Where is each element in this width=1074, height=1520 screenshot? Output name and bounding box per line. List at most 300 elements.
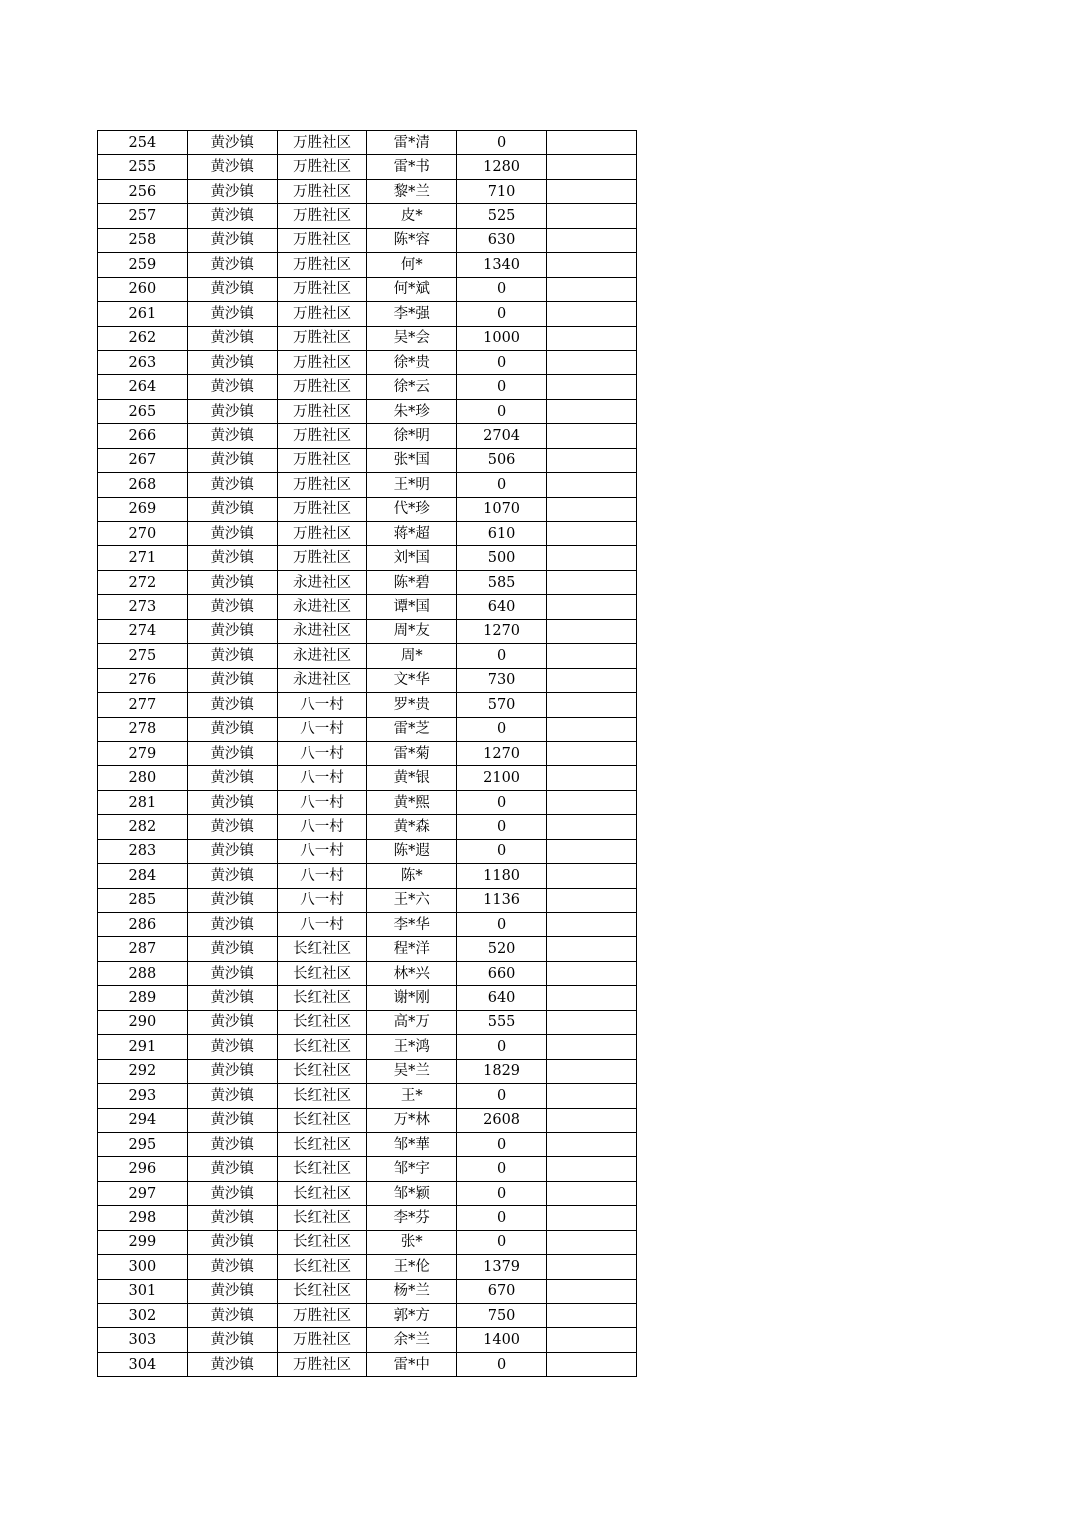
table-row [98, 790, 637, 814]
table-row [98, 277, 637, 301]
town-cell: 黄沙镇 [187, 302, 277, 326]
name-cell: 程*洋 [367, 937, 457, 961]
table-row [98, 1059, 637, 1083]
amount-cell: 660 [457, 961, 547, 985]
table-row [98, 204, 637, 228]
row-number-cell: 261 [98, 302, 188, 326]
row-number-cell: 260 [98, 277, 188, 301]
table-row [98, 497, 637, 521]
table-row [98, 253, 637, 277]
town-cell: 黄沙镇 [187, 546, 277, 570]
row-number-cell: 281 [98, 790, 188, 814]
row-number-cell: 283 [98, 839, 188, 863]
row-number-cell: 289 [98, 986, 188, 1010]
name-cell: 王*明 [367, 473, 457, 497]
row-number-cell: 296 [98, 1157, 188, 1181]
community-cell: 八一村 [277, 839, 367, 863]
amount-cell: 0 [457, 839, 547, 863]
community-cell: 长红社区 [277, 1084, 367, 1108]
town-cell: 黄沙镇 [187, 1035, 277, 1059]
name-cell: 郭*方 [367, 1304, 457, 1328]
amount-cell: 1340 [457, 253, 547, 277]
community-cell: 万胜社区 [277, 375, 367, 399]
community-cell: 长红社区 [277, 1279, 367, 1303]
town-cell: 黄沙镇 [187, 668, 277, 692]
amount-cell: 670 [457, 1279, 547, 1303]
amount-cell: 0 [457, 277, 547, 301]
row-number-cell: 301 [98, 1279, 188, 1303]
community-cell: 万胜社区 [277, 131, 367, 155]
remark-cell [546, 961, 636, 985]
name-cell: 雷*菊 [367, 741, 457, 765]
amount-cell: 0 [457, 717, 547, 741]
row-number-cell: 276 [98, 668, 188, 692]
town-cell: 黄沙镇 [187, 497, 277, 521]
town-cell: 黄沙镇 [187, 815, 277, 839]
town-cell: 黄沙镇 [187, 375, 277, 399]
community-cell: 万胜社区 [277, 522, 367, 546]
row-number-cell: 254 [98, 131, 188, 155]
table-row [98, 350, 637, 374]
community-cell: 万胜社区 [277, 253, 367, 277]
table-row [98, 1206, 637, 1230]
amount-cell: 520 [457, 937, 547, 961]
remark-cell [546, 717, 636, 741]
town-cell: 黄沙镇 [187, 717, 277, 741]
community-cell: 万胜社区 [277, 1352, 367, 1376]
row-number-cell: 264 [98, 375, 188, 399]
name-cell: 王*六 [367, 888, 457, 912]
community-cell: 长红社区 [277, 1181, 367, 1205]
community-cell: 万胜社区 [277, 1304, 367, 1328]
community-cell: 长红社区 [277, 937, 367, 961]
amount-cell: 0 [457, 1157, 547, 1181]
table-row [98, 448, 637, 472]
table-row [98, 1010, 637, 1034]
remark-cell [546, 179, 636, 203]
community-cell: 八一村 [277, 741, 367, 765]
town-cell: 黄沙镇 [187, 741, 277, 765]
remark-cell [546, 204, 636, 228]
town-cell: 黄沙镇 [187, 913, 277, 937]
amount-cell: 0 [457, 131, 547, 155]
community-cell: 八一村 [277, 766, 367, 790]
town-cell: 黄沙镇 [187, 1010, 277, 1034]
row-number-cell: 266 [98, 424, 188, 448]
amount-cell: 640 [457, 595, 547, 619]
data-table [97, 130, 637, 1377]
remark-cell [546, 155, 636, 179]
town-cell: 黄沙镇 [187, 277, 277, 301]
community-cell: 长红社区 [277, 1108, 367, 1132]
name-cell: 雷*清 [367, 131, 457, 155]
name-cell: 雷*书 [367, 155, 457, 179]
community-cell: 万胜社区 [277, 1328, 367, 1352]
row-number-cell: 292 [98, 1059, 188, 1083]
town-cell: 黄沙镇 [187, 766, 277, 790]
community-cell: 八一村 [277, 693, 367, 717]
name-cell: 李*强 [367, 302, 457, 326]
community-cell: 长红社区 [277, 1255, 367, 1279]
remark-cell [546, 131, 636, 155]
town-cell: 黄沙镇 [187, 986, 277, 1010]
name-cell: 朱*珍 [367, 399, 457, 423]
table-row [98, 1279, 637, 1303]
name-cell: 周* [367, 644, 457, 668]
name-cell: 邹*華 [367, 1132, 457, 1156]
name-cell: 邹*颖 [367, 1181, 457, 1205]
community-cell: 长红社区 [277, 1010, 367, 1034]
community-cell: 永进社区 [277, 668, 367, 692]
row-number-cell: 304 [98, 1352, 188, 1376]
row-number-cell: 265 [98, 399, 188, 423]
community-cell: 八一村 [277, 864, 367, 888]
table-row [98, 937, 637, 961]
town-cell: 黄沙镇 [187, 1255, 277, 1279]
name-cell: 余*兰 [367, 1328, 457, 1352]
table-row [98, 741, 637, 765]
community-cell: 万胜社区 [277, 179, 367, 203]
row-number-cell: 255 [98, 155, 188, 179]
town-cell: 黄沙镇 [187, 619, 277, 643]
name-cell: 黎*兰 [367, 179, 457, 203]
remark-cell [546, 375, 636, 399]
amount-cell: 0 [457, 1035, 547, 1059]
community-cell: 万胜社区 [277, 326, 367, 350]
name-cell: 杨*兰 [367, 1279, 457, 1303]
town-cell: 黄沙镇 [187, 864, 277, 888]
amount-cell: 555 [457, 1010, 547, 1034]
town-cell: 黄沙镇 [187, 522, 277, 546]
name-cell: 李*芬 [367, 1206, 457, 1230]
community-cell: 万胜社区 [277, 350, 367, 374]
remark-cell [546, 277, 636, 301]
remark-cell [546, 815, 636, 839]
town-cell: 黄沙镇 [187, 131, 277, 155]
amount-cell: 1000 [457, 326, 547, 350]
amount-cell: 1136 [457, 888, 547, 912]
community-cell: 万胜社区 [277, 473, 367, 497]
name-cell: 王*鸿 [367, 1035, 457, 1059]
row-number-cell: 298 [98, 1206, 188, 1230]
row-number-cell: 269 [98, 497, 188, 521]
amount-cell: 1829 [457, 1059, 547, 1083]
remark-cell [546, 302, 636, 326]
community-cell: 永进社区 [277, 644, 367, 668]
town-cell: 黄沙镇 [187, 1206, 277, 1230]
amount-cell: 0 [457, 913, 547, 937]
town-cell: 黄沙镇 [187, 839, 277, 863]
amount-cell: 2704 [457, 424, 547, 448]
amount-cell: 1400 [457, 1328, 547, 1352]
table-row [98, 1157, 637, 1181]
table-row [98, 1181, 637, 1205]
name-cell: 邹*宇 [367, 1157, 457, 1181]
row-number-cell: 258 [98, 228, 188, 252]
amount-cell: 750 [457, 1304, 547, 1328]
remark-cell [546, 497, 636, 521]
table-row [98, 961, 637, 985]
amount-cell: 1270 [457, 619, 547, 643]
row-number-cell: 287 [98, 937, 188, 961]
amount-cell: 0 [457, 350, 547, 374]
remark-cell [546, 326, 636, 350]
town-cell: 黄沙镇 [187, 1304, 277, 1328]
row-number-cell: 284 [98, 864, 188, 888]
remark-cell [546, 644, 636, 668]
row-number-cell: 280 [98, 766, 188, 790]
community-cell: 万胜社区 [277, 155, 367, 179]
remark-cell [546, 473, 636, 497]
table-row [98, 1304, 637, 1328]
name-cell: 张* [367, 1230, 457, 1254]
row-number-cell: 282 [98, 815, 188, 839]
table-row [98, 644, 637, 668]
amount-cell: 585 [457, 570, 547, 594]
row-number-cell: 263 [98, 350, 188, 374]
remark-cell [546, 595, 636, 619]
amount-cell: 1270 [457, 741, 547, 765]
community-cell: 长红社区 [277, 1059, 367, 1083]
remark-cell [546, 522, 636, 546]
community-cell: 万胜社区 [277, 424, 367, 448]
amount-cell: 0 [457, 790, 547, 814]
remark-cell [546, 1084, 636, 1108]
amount-cell: 710 [457, 179, 547, 203]
table-row [98, 1108, 637, 1132]
remark-cell [546, 668, 636, 692]
table-row [98, 1084, 637, 1108]
community-cell: 永进社区 [277, 619, 367, 643]
community-cell: 万胜社区 [277, 399, 367, 423]
table-row [98, 473, 637, 497]
town-cell: 黄沙镇 [187, 424, 277, 448]
name-cell: 文*华 [367, 668, 457, 692]
name-cell: 陈* [367, 864, 457, 888]
remark-cell [546, 839, 636, 863]
table-row [98, 888, 637, 912]
amount-cell: 0 [457, 399, 547, 423]
table-row [98, 424, 637, 448]
name-cell: 王* [367, 1084, 457, 1108]
name-cell: 林*兴 [367, 961, 457, 985]
name-cell: 代*珍 [367, 497, 457, 521]
remark-cell [546, 1206, 636, 1230]
remark-cell [546, 1304, 636, 1328]
amount-cell: 570 [457, 693, 547, 717]
community-cell: 八一村 [277, 790, 367, 814]
community-cell: 万胜社区 [277, 228, 367, 252]
table-row [98, 717, 637, 741]
row-number-cell: 256 [98, 179, 188, 203]
table-row [98, 668, 637, 692]
community-cell: 永进社区 [277, 570, 367, 594]
amount-cell: 1280 [457, 155, 547, 179]
name-cell: 雷*中 [367, 1352, 457, 1376]
community-cell: 长红社区 [277, 1132, 367, 1156]
amount-cell: 0 [457, 1084, 547, 1108]
community-cell: 长红社区 [277, 1035, 367, 1059]
row-number-cell: 275 [98, 644, 188, 668]
row-number-cell: 290 [98, 1010, 188, 1034]
table-body [98, 131, 637, 1377]
row-number-cell: 278 [98, 717, 188, 741]
table-row [98, 815, 637, 839]
community-cell: 八一村 [277, 913, 367, 937]
town-cell: 黄沙镇 [187, 1132, 277, 1156]
town-cell: 黄沙镇 [187, 1328, 277, 1352]
name-cell: 陈*遐 [367, 839, 457, 863]
table-row [98, 595, 637, 619]
table-row [98, 399, 637, 423]
remark-cell [546, 864, 636, 888]
amount-cell: 0 [457, 644, 547, 668]
name-cell: 黄*熙 [367, 790, 457, 814]
name-cell: 徐*云 [367, 375, 457, 399]
amount-cell: 1070 [457, 497, 547, 521]
row-number-cell: 285 [98, 888, 188, 912]
remark-cell [546, 399, 636, 423]
table-row [98, 619, 637, 643]
name-cell: 张*国 [367, 448, 457, 472]
remark-cell [546, 1181, 636, 1205]
row-number-cell: 293 [98, 1084, 188, 1108]
town-cell: 黄沙镇 [187, 473, 277, 497]
community-cell: 万胜社区 [277, 204, 367, 228]
name-cell: 何* [367, 253, 457, 277]
name-cell: 皮* [367, 204, 457, 228]
table-row [98, 839, 637, 863]
community-cell: 长红社区 [277, 1206, 367, 1230]
amount-cell: 0 [457, 302, 547, 326]
town-cell: 黄沙镇 [187, 448, 277, 472]
table-row [98, 766, 637, 790]
row-number-cell: 300 [98, 1255, 188, 1279]
town-cell: 黄沙镇 [187, 1352, 277, 1376]
town-cell: 黄沙镇 [187, 937, 277, 961]
row-number-cell: 295 [98, 1132, 188, 1156]
remark-cell [546, 350, 636, 374]
name-cell: 陈*容 [367, 228, 457, 252]
town-cell: 黄沙镇 [187, 595, 277, 619]
table-row [98, 326, 637, 350]
amount-cell: 0 [457, 375, 547, 399]
town-cell: 黄沙镇 [187, 1181, 277, 1205]
community-cell: 万胜社区 [277, 448, 367, 472]
table-row [98, 375, 637, 399]
amount-cell: 730 [457, 668, 547, 692]
amount-cell: 2608 [457, 1108, 547, 1132]
town-cell: 黄沙镇 [187, 570, 277, 594]
name-cell: 高*万 [367, 1010, 457, 1034]
town-cell: 黄沙镇 [187, 253, 277, 277]
row-number-cell: 277 [98, 693, 188, 717]
name-cell: 吴*兰 [367, 1059, 457, 1083]
table-row [98, 131, 637, 155]
row-number-cell: 286 [98, 913, 188, 937]
table-row [98, 155, 637, 179]
row-number-cell: 274 [98, 619, 188, 643]
remark-cell [546, 1035, 636, 1059]
amount-cell: 500 [457, 546, 547, 570]
amount-cell: 640 [457, 986, 547, 1010]
remark-cell [546, 1059, 636, 1083]
community-cell: 长红社区 [277, 961, 367, 985]
community-cell: 长红社区 [277, 1157, 367, 1181]
town-cell: 黄沙镇 [187, 1108, 277, 1132]
table-row [98, 179, 637, 203]
remark-cell [546, 1255, 636, 1279]
town-cell: 黄沙镇 [187, 204, 277, 228]
name-cell: 黄*银 [367, 766, 457, 790]
row-number-cell: 271 [98, 546, 188, 570]
amount-cell: 2100 [457, 766, 547, 790]
amount-cell: 525 [457, 204, 547, 228]
town-cell: 黄沙镇 [187, 1157, 277, 1181]
town-cell: 黄沙镇 [187, 1059, 277, 1083]
name-cell: 蒋*超 [367, 522, 457, 546]
name-cell: 徐*明 [367, 424, 457, 448]
remark-cell [546, 766, 636, 790]
amount-cell: 0 [457, 815, 547, 839]
amount-cell: 610 [457, 522, 547, 546]
town-cell: 黄沙镇 [187, 179, 277, 203]
remark-cell [546, 1132, 636, 1156]
name-cell: 王*伦 [367, 1255, 457, 1279]
table-row [98, 1132, 637, 1156]
amount-cell: 0 [457, 1206, 547, 1230]
remark-cell [546, 888, 636, 912]
remark-cell [546, 693, 636, 717]
table-row [98, 1328, 637, 1352]
remark-cell [546, 570, 636, 594]
name-cell: 周*友 [367, 619, 457, 643]
town-cell: 黄沙镇 [187, 350, 277, 374]
town-cell: 黄沙镇 [187, 961, 277, 985]
row-number-cell: 299 [98, 1230, 188, 1254]
remark-cell [546, 1157, 636, 1181]
remark-cell [546, 546, 636, 570]
remark-cell [546, 937, 636, 961]
remark-cell [546, 913, 636, 937]
town-cell: 黄沙镇 [187, 1084, 277, 1108]
row-number-cell: 268 [98, 473, 188, 497]
amount-cell: 0 [457, 1230, 547, 1254]
community-cell: 长红社区 [277, 1230, 367, 1254]
table-row [98, 986, 637, 1010]
name-cell: 刘*国 [367, 546, 457, 570]
row-number-cell: 257 [98, 204, 188, 228]
row-number-cell: 259 [98, 253, 188, 277]
table-row [98, 1352, 637, 1376]
row-number-cell: 288 [98, 961, 188, 985]
town-cell: 黄沙镇 [187, 1230, 277, 1254]
name-cell: 黄*森 [367, 815, 457, 839]
name-cell: 雷*芝 [367, 717, 457, 741]
remark-cell [546, 448, 636, 472]
table-row [98, 1255, 637, 1279]
remark-cell [546, 424, 636, 448]
table-row [98, 546, 637, 570]
row-number-cell: 270 [98, 522, 188, 546]
town-cell: 黄沙镇 [187, 888, 277, 912]
amount-cell: 0 [457, 1352, 547, 1376]
amount-cell: 0 [457, 1181, 547, 1205]
community-cell: 万胜社区 [277, 497, 367, 521]
remark-cell [546, 790, 636, 814]
amount-cell: 630 [457, 228, 547, 252]
name-cell: 徐*贵 [367, 350, 457, 374]
